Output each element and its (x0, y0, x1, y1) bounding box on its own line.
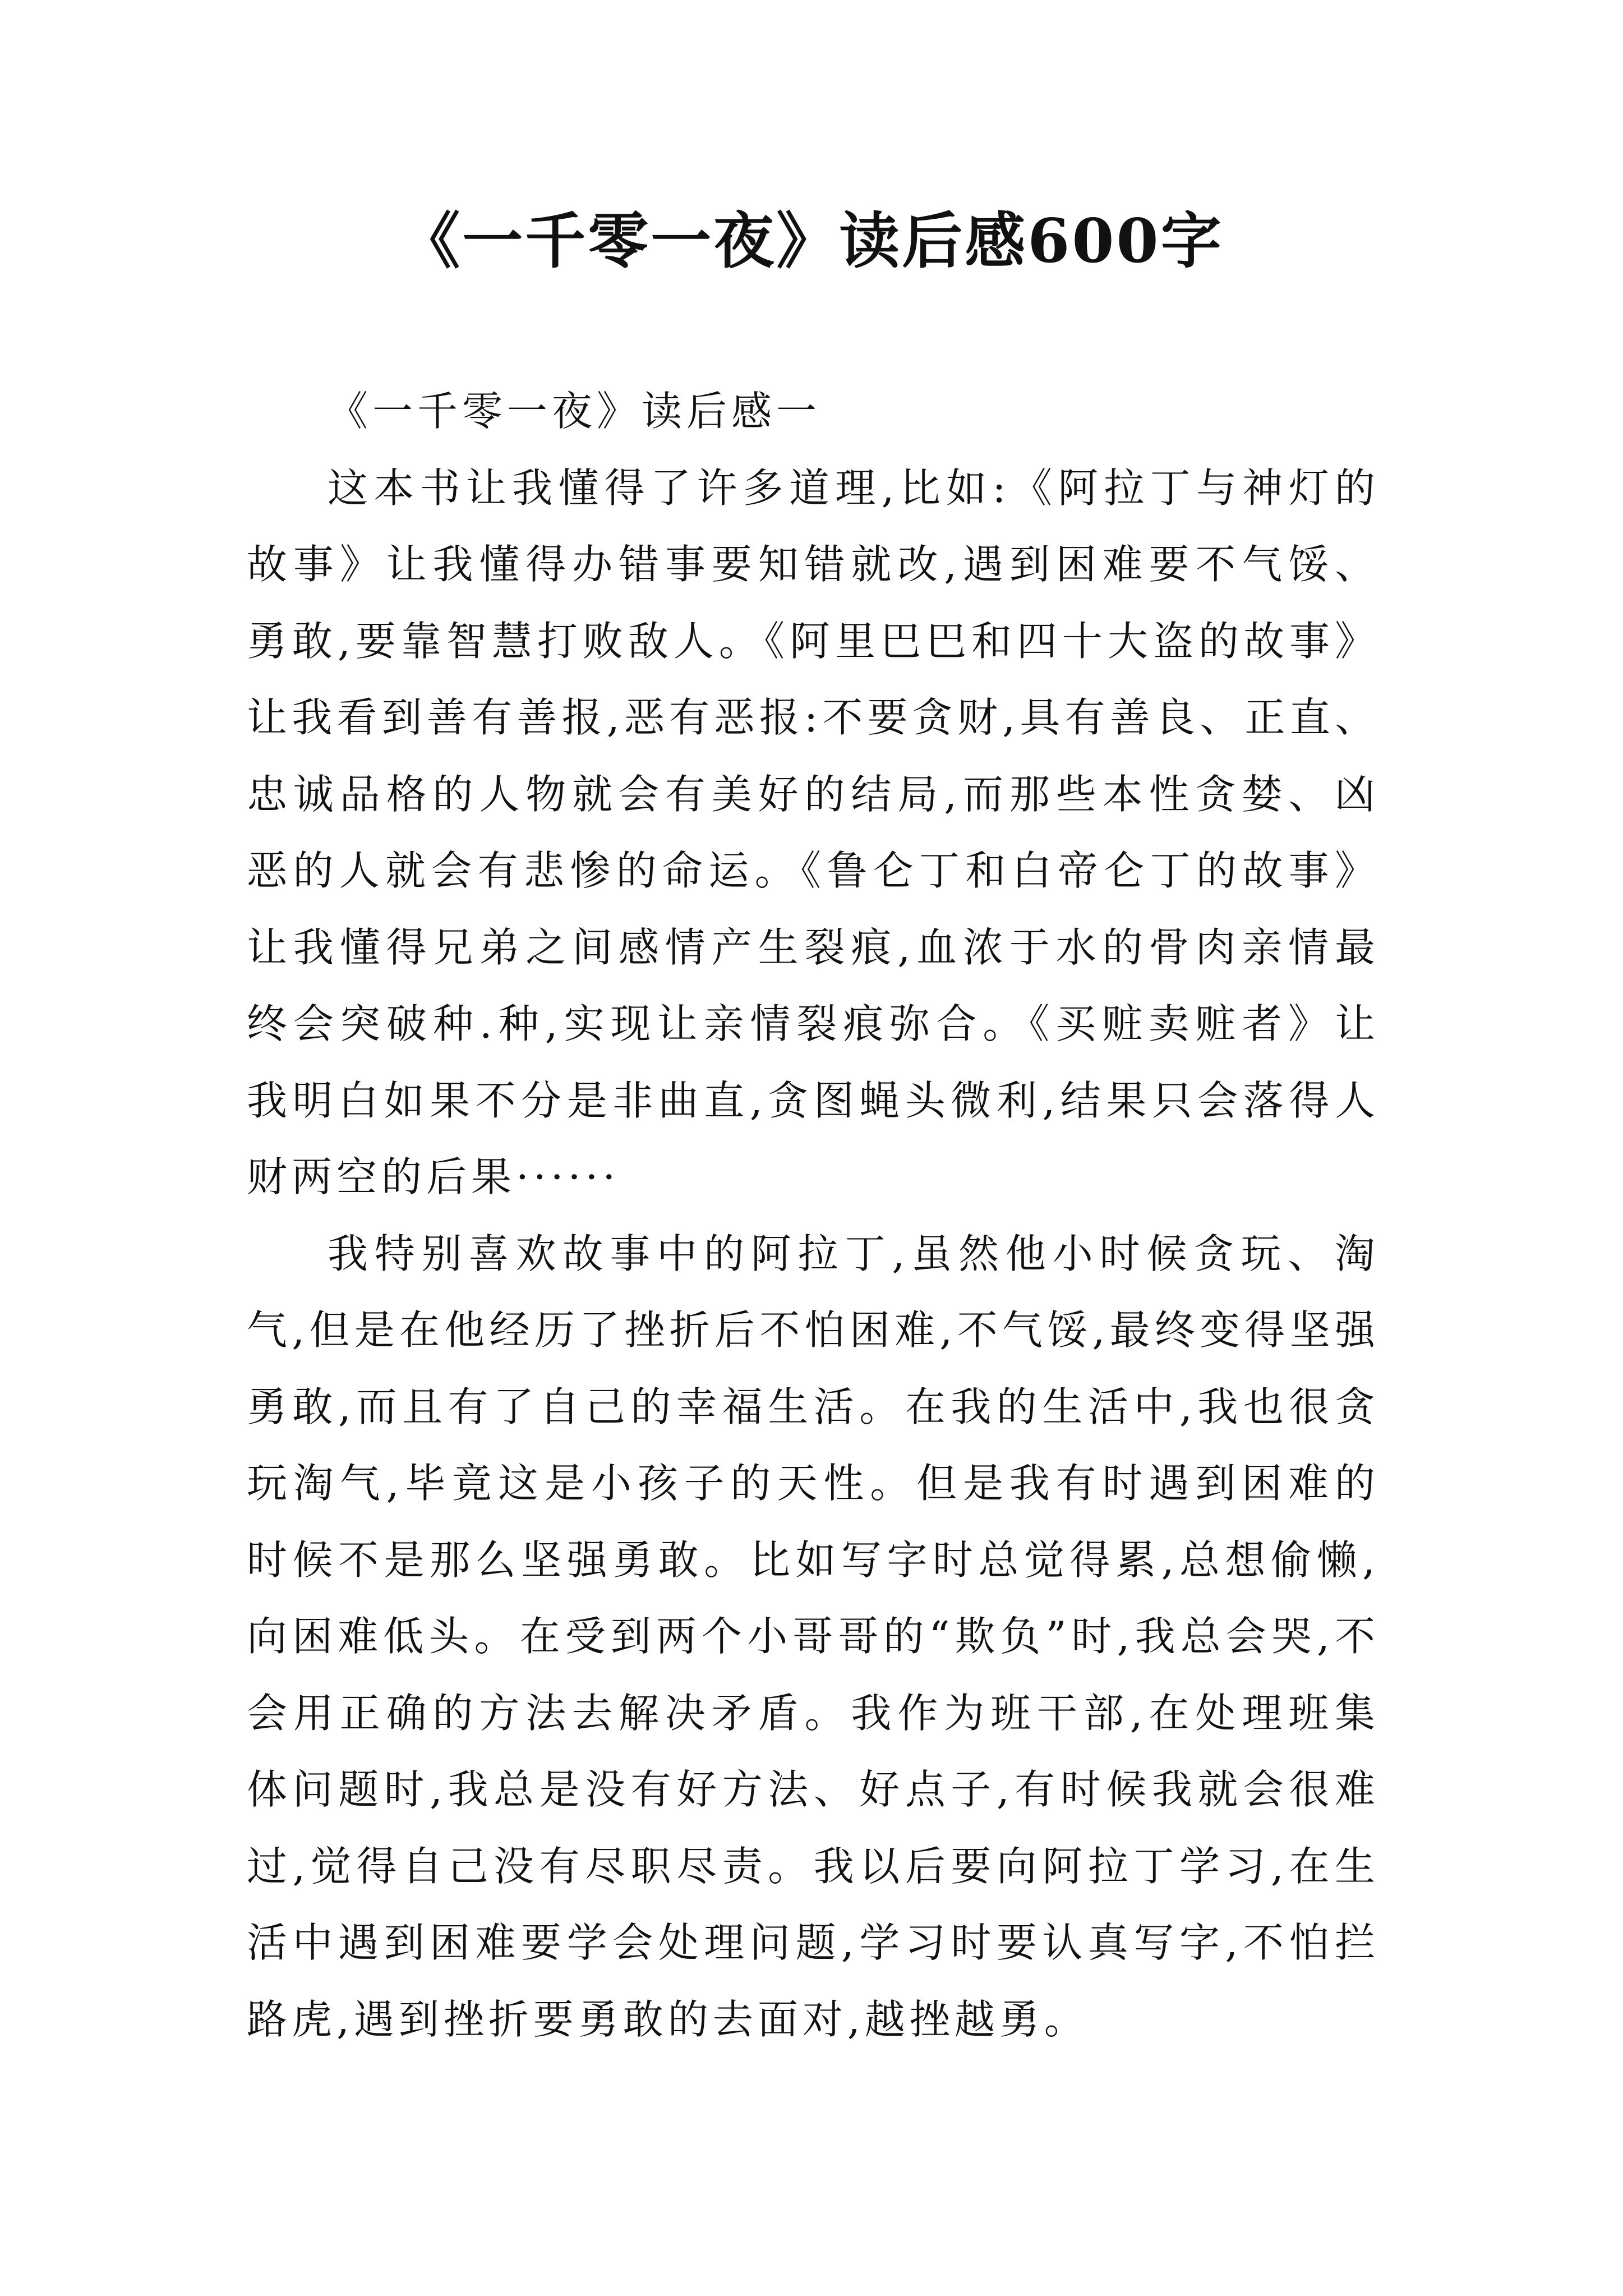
section-heading: 《一千零一夜》读后感一 (328, 388, 822, 435)
paragraph-2: 我特别喜欢故事中的阿拉丁,虽然他小时候贪玩、淘气,但是在他经历了挫折后不怕困难,不气馁,最终变得坚强勇敢,而且有了自己的幸福生活。在我的生活中,我也很贪玩淘气,毕竟这是小孩子的天性。但是我有时遇到困难的时候不是那么坚强勇敢。比如写字时总觉得累,总想偷懒,向困难低头。在受到两个小哥哥的“欺负”时,我总会哭,不会用正确的方法去解决矛盾。我作为班干部,在处理班集体问题时,我总是没有好方法、好点子,有时候我就会很难过,觉得自己没有尽职尽责。我以后要向阿拉丁学习,在生活中遇到困难要学会处理问题,学习时要认真写字,不怕拦路虎,遇到挫折要勇敢的去面对,越挫越勇。 (247, 1230, 1380, 2043)
paragraph-1: 这本书让我懂得了许多道理,比如:《阿拉丁与神灯的故事》让我懂得办错事要知错就改,遇到困难要不气馁、勇敢,要靠智慧打败敌人。《阿里巴巴和四十大盗的故事》让我看到善有善报,恶有恶报:不要贪财,具有善良、正直、忠诚品格的人物就会有美好的结局,而那些本性贪婪、凶恶的人就会有悲惨的命运。《鲁仑丁和白帝仑丁的故事》让我懂得兄弟之间感情产生裂痕,血浓于水的骨肉亲情最终会突破种.种,实现让亲情裂痕弥合。《买赃卖赃者》让我明白如果不分是非曲直,贪图蝇头微利,结果只会落得人财两空的后果······ (247, 464, 1380, 1200)
document-body (247, 373, 1380, 2058)
document-title: 《一千零一夜》读后感600字 (399, 206, 1224, 277)
